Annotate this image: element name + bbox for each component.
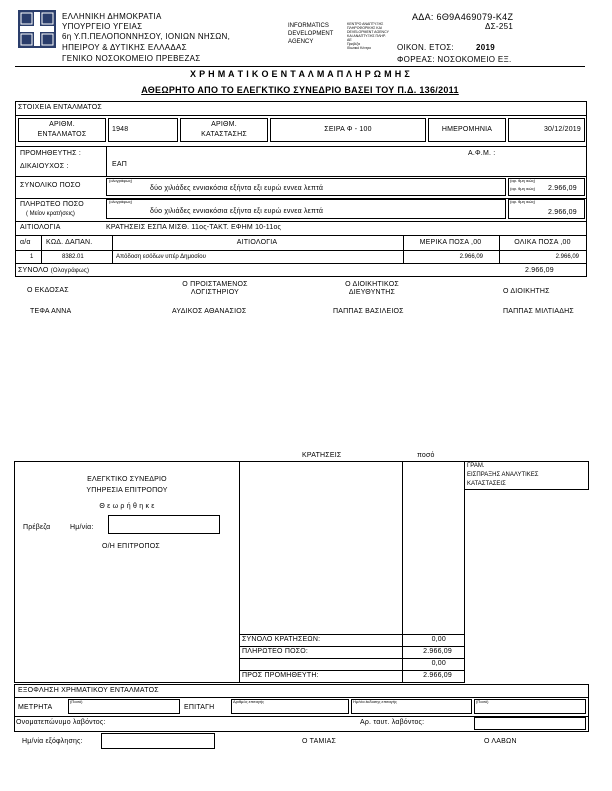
cheque-number-label: Αριθμός επιταγής [233, 699, 265, 704]
payable-label: ΠΛΗΡΩΤΕΟ ΠΟΣΟ [20, 201, 84, 208]
pay-date-label: Ημ/νία εξόφλησης: [22, 738, 83, 745]
ida-logo-line-2: DEVELOPMENT [288, 31, 334, 37]
table-header-merika: ΜΕΡΙΚΑ ΠΟΣΑ ,00 [419, 239, 482, 246]
signature-role-dioikitis: Ο ΔΙΟΙΚΗΤΗΣ [503, 288, 550, 295]
arithm-katastasis-label-2: ΚΑΤΑΣΤΑΣΗΣ [201, 131, 247, 138]
table-header-aa: α/α [20, 239, 31, 246]
place: Πρέβεζα [23, 524, 51, 531]
foreas: ΦΟΡΕΑΣ: ΝΟΣΟΚΟΜΕΙΟ ΕΞ. [397, 55, 512, 64]
total-num-label: (αρ. θμη ικώς) [510, 178, 536, 183]
table-row-aitiologia: Απόδοση εσόδων υπέρ Δημοσίου [116, 254, 206, 260]
cheque-amount-label: (Ποσό) [476, 699, 489, 704]
document-title: Χ Ρ Η Μ Α Τ Ι Κ Ο Ε Ν Τ Α Λ Μ Α Π Λ Η Ρ Ω Μ Η Σ [189, 69, 411, 79]
afm-label: Α.Φ.Μ. : [468, 150, 496, 157]
signature-name-3: ΠΑΠΠΑΣ ΒΑΣΙΛΕΙΟΣ [333, 308, 404, 315]
audit-date-field[interactable] [108, 515, 220, 534]
ministry-logo [18, 10, 56, 48]
ada-number: ΑΔΑ: 6Θ9Α469079-Κ4Ζ [412, 12, 514, 22]
cheque-amount-field[interactable] [474, 699, 586, 714]
court-line-2: ΥΠΗΡΕΣΙΑ ΕΠΙΤΡΟΠΟΥ [86, 487, 168, 494]
pros: 2.966,09 [423, 672, 452, 679]
signature-role-dioikitikos: Ο ΔΙΟΙΚΗΤΙΚΟΣ ΔΙΕΥΘΥΝΤΗΣ [345, 281, 399, 296]
header-line-1: ΕΛΛΗΝΙΚΗ ΔΗΜΟΚΡΑΤΙΑ [62, 12, 162, 21]
receiver-id-label: Αρ. ταυτ. λαβόντος: [360, 719, 425, 726]
ida-logo-line-3: AGENCY [288, 39, 314, 45]
date-label: ΗΜΕΡΟΜΗΝΙΑ [441, 126, 493, 133]
arithm-entalmatos-label-2: ΕΝΤΑΛΜΑΤΟΣ [37, 131, 87, 138]
date-value: 30/12/2019 [543, 126, 581, 133]
pros-label: ΠΡΟΣ ΠΡΟΜΗΘΕΥΤΗ: [242, 672, 319, 679]
receiver-id-field[interactable] [474, 717, 586, 730]
lavon: Ο ΛΑΒΩΝ [484, 738, 517, 745]
cash-field[interactable] [68, 699, 180, 714]
table-row-kod: 8382.01 [62, 254, 84, 260]
sum-kratiseon: 0,00 [431, 636, 446, 643]
header-line-5: ΓΕΝΙΚΟ ΝΟΣΟΚΟΜΕΙΟ ΠΡΕΒΕΖΑΣ [62, 54, 201, 63]
header-line-2: ΥΠΟΥΡΓΕΙΟ ΥΓΕΙΑΣ [62, 22, 143, 31]
payable-words: δύο χιλιάδες εννιακόσια εξήντα εξι ευρώ εννεα λεπτά [150, 208, 324, 215]
cheque-label: ΕΠΙΤΑΓΗ [184, 704, 215, 711]
fiscal-year: 2019 [476, 43, 495, 52]
pliroteo-label: ΠΛΗΡΩΤΕΟ ΠΟΣΟ: [242, 648, 309, 655]
payable-words-label: (ολογράφως) [109, 199, 133, 204]
arithm-entalmatos-value: 1948 [112, 126, 129, 133]
ds-number: ΔΣ-251 [485, 22, 514, 31]
payable-sublabel: ( Μείον κρατήσεις) [26, 211, 75, 217]
table-sum-label: ΣΥΝΟΛΟ (Ολογράφως) [18, 267, 90, 274]
ida-logo-line-1: INFORMATICS [288, 23, 329, 29]
header-line-3: 6η Υ.Π.ΠΕΛΟΠΟΝΝΗΣΟΥ, ΙΟΝΙΩΝ ΝΗΣΩΝ, [62, 32, 231, 41]
table-header-kod: ΚΩΔ. ΔΑΠΑΝ. [46, 239, 93, 246]
section-title: ΣΤΟΙΧΕΙΑ ΕΝΤΑΛΜΑΤΟΣ [18, 104, 102, 111]
blank-value: 0,00 [431, 660, 446, 667]
ida-small-text: ΚΕΝΤΡΟ ΑΝΑΠΤΥΞΗΣ ΠΛΗΡΟΦΟΡΙΚΗΣ ΚΑΙ DEVELOPMENT AGENCY ΚΑΙ ΑΝΑΠΤΥΞΗΣ ΠΛΗΡ. ΑΕ Πρεβέζα Ιδιωτικό Κέντρο [347, 22, 389, 50]
seira-value: ΣΕΙΡΑ Φ - 100 [324, 126, 372, 133]
beneficiary-label-2: ΔΙΚΑΙΟΥΧΟΣ : [20, 163, 69, 170]
tamias: Ο ΤΑΜΙΑΣ [302, 738, 337, 745]
sum-kratiseon-label: ΣΥΝΟΛΟ ΚΡΑΤΗΣΕΩΝ: [242, 636, 321, 643]
signature-role-proistamenos: Ο ΠΡΟΙΣΤΑΜΕΝΟΣ ΛΟΓΙΣΤΗΡΙΟΥ [182, 281, 248, 296]
total-words: δύο χιλιάδες εννιακόσια εξήντα εξι ευρώ εννεα λεπτά [150, 185, 324, 192]
table-sum-amount: 2.966,09 [525, 267, 554, 274]
table-row-olika: 2.966,09 [555, 254, 579, 260]
total-words-label: (ολογράφως) [109, 178, 133, 183]
table-row-merika: 2.966,09 [459, 254, 483, 260]
settlement-title: ΕΞΟΦΛΗΣΗ ΧΡΗΜΑΤΙΚΟΥ ΕΝΤΑΛΜΑΤΟΣ [18, 687, 159, 694]
total-amount: 2.966,09 [548, 185, 577, 192]
pay-date-field[interactable] [101, 733, 215, 749]
table-header-olika: ΟΛΙΚΑ ΠΟΣΑ ,00 [514, 239, 571, 246]
signature-role-ekdosas: Ο ΕΚΔΟΣΑΣ [27, 287, 69, 294]
beneficiary-name: ΕΑΠ [112, 161, 127, 168]
signature-name-1: ΤΕΦΑ ΑΝΝΑ [30, 308, 72, 315]
signature-name-4: ΠΑΠΠΑΣ ΜΙΛΤΙΑΔΗΣ [503, 308, 574, 315]
arithm-entalmatos-label-1: ΑΡΙΘΜ. [49, 121, 75, 128]
audit-date-label: Ημ/νία: [70, 524, 94, 531]
cash-small-label: (Ποσό) [70, 699, 83, 704]
gram-line-1: ΓΡΑΜ. [467, 463, 485, 469]
gram-line-3: ΚΑΤΑΣΤΑΣΕΙΣ [467, 481, 506, 487]
theorithike: Θ ε ω ρ ή θ η κ ε [99, 503, 155, 510]
court-line-1: ΕΛΕΓΚΤΙΚΟ ΣΥΝΕΔΡΙΟ [87, 476, 167, 483]
signature-name-2: ΑΥΔΙΚΟΣ ΑΘΑΝΑΣΙΟΣ [172, 308, 247, 315]
fiscal-year-label: ΟΙΚΟΝ. ΕΤΟΣ: [397, 43, 455, 52]
cash-label: ΜΕΤΡΗΤΑ [18, 704, 53, 711]
payable-num-label: (αρ. θμη ικώς) [510, 199, 536, 204]
audit-court-box [14, 461, 240, 683]
total-label: ΣΥΝΟΛΙΚΟ ΠΟΣΟ [20, 182, 81, 189]
payable-amount: 2.966,09 [548, 209, 577, 216]
document-subtitle: ΑΘΕΩΡΗΤΟ ΑΠΟ ΤΟ ΕΛΕΓΚΤΙΚΟ ΣΥΝΕΔΡΙΟ ΒΑΣΕΙ ΤΟΥ Π.Δ. 136/2011 [141, 85, 459, 95]
receiver-label: Ονοματεπώνυμο λαβόντος: [16, 719, 106, 726]
table-row-aa: 1 [30, 254, 34, 260]
header-rule [15, 66, 585, 67]
beneficiary-label-1: ΠΡΟΜΗΘΕΥΤΗΣ : [20, 150, 81, 157]
poso-label: ποσό [417, 452, 435, 459]
cheque-date-label: Ημ/νία έκδοσης επιταγής [353, 699, 397, 704]
aitiologia-text: ΚΡΑΤΗΣΕΙΣ ΕΣΠΑ ΜΙΣΘ. 11ος-ΤΑΚΤ. ΕΦΗΜ 10-11ος [106, 224, 282, 231]
pliroteo: 2.966,09 [423, 648, 452, 655]
arithm-katastasis-label-1: ΑΡΙΘΜ. [211, 121, 237, 128]
header-line-4: ΗΠΕΙΡΟΥ & ΔΥΤΙΚΗΣ ΕΛΛΑΔΑΣ [62, 43, 187, 52]
aitiologia-label: ΑΙΤΙΟΛΟΓΙΑ [20, 224, 61, 231]
table-header-aitiologia: ΑΙΤΙΟΛΟΓΙΑ [236, 239, 278, 246]
epitropos: Ο/Η ΕΠΙΤΡΟΠΟΣ [102, 543, 160, 550]
kratiseis-label: ΚΡΑΤΗΣΕΙΣ [302, 452, 342, 459]
gram-line-2: ΕΙΣΠΡΑΞΗΣ ΑΝΑΛΥΤΙΚΕΣ [467, 472, 539, 478]
